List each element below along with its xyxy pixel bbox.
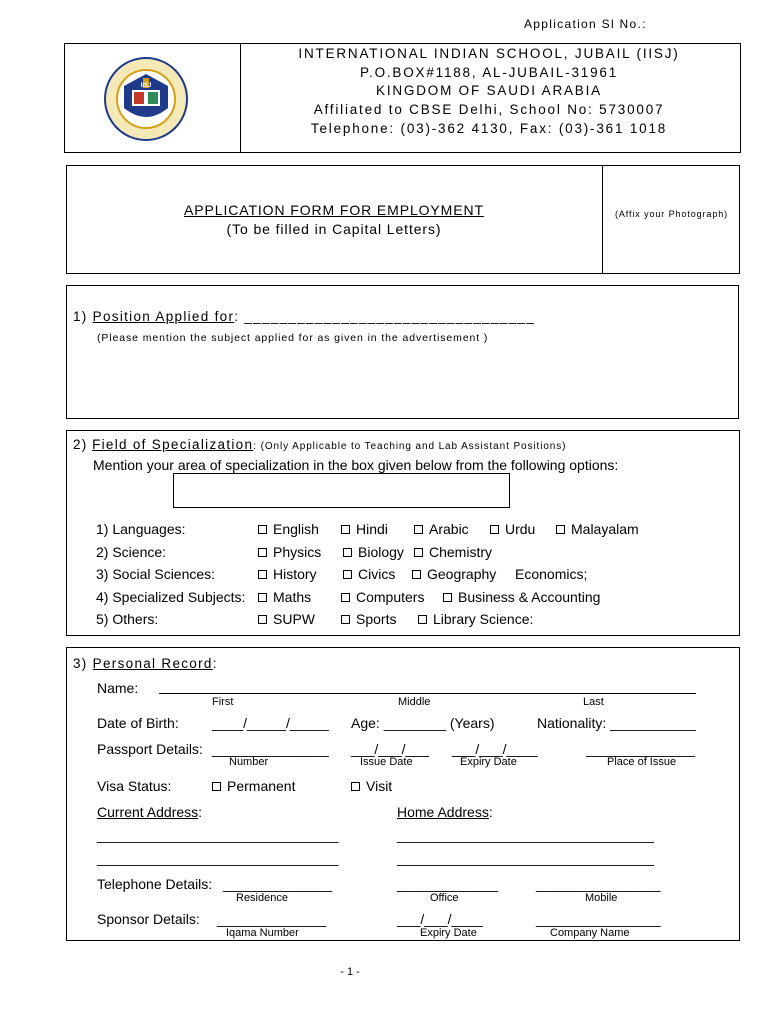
checkbox-icon[interactable]	[412, 570, 421, 579]
sponsor-expiry-caption: Expiry Date	[420, 927, 477, 939]
form-subtitle: (To be filled in Capital Letters)	[226, 221, 442, 237]
position-input[interactable]: : _________________________________	[234, 309, 536, 324]
checkbox-icon[interactable]	[343, 570, 352, 579]
personal-record-heading-row: 3) Personal Record:	[73, 656, 218, 671]
title-box	[66, 165, 740, 274]
specialization-heading-row	[73, 436, 566, 454]
section2-number: 2)	[73, 437, 88, 452]
name-input[interactable]	[159, 693, 696, 694]
telephone-mobile-caption: Mobile	[585, 892, 618, 904]
visa-permanent-option[interactable]: Permanent	[212, 778, 295, 794]
school-name: INTERNATIONAL INDIAN SCHOOL, JUBAIL (IISJ)	[298, 46, 680, 61]
option-biology[interactable]: Biology	[343, 544, 404, 560]
photo-placeholder[interactable]: (Affix your Photograph)	[614, 209, 729, 219]
checkbox-icon[interactable]	[443, 593, 452, 602]
science-label: 2) Science:	[96, 544, 167, 560]
school-logo-icon	[103, 56, 189, 142]
specialization-instruction: Mention your area of specialization in the box given below from the following options:	[93, 457, 619, 473]
checkbox-icon[interactable]	[258, 525, 267, 534]
visa-visit-option[interactable]: Visit	[351, 778, 392, 794]
checkbox-icon[interactable]	[418, 615, 427, 624]
telephone-label: Telephone Details:	[97, 876, 213, 892]
checkbox-icon[interactable]	[258, 570, 267, 579]
current-address-line-1[interactable]: _______________________________	[97, 827, 339, 843]
name-middle-caption: Middle	[398, 696, 431, 708]
current-address-label: Current Address:	[97, 804, 203, 820]
option-sports[interactable]: Sports	[341, 611, 396, 627]
checkbox-icon[interactable]	[343, 548, 352, 557]
checkbox-icon[interactable]	[212, 782, 221, 791]
name-last-caption: Last	[583, 696, 604, 708]
passport-issue-caption: Issue Date	[360, 756, 413, 768]
sponsor-iqama-caption: Iqama Number	[226, 927, 299, 939]
form-title: APPLICATION FORM FOR EMPLOYMENT	[184, 202, 484, 218]
others-label: 5) Others:	[96, 611, 159, 627]
sponsor-company-caption: Company Name	[550, 927, 630, 939]
telephone-office-caption: Office	[430, 892, 459, 904]
telephone-mobile-input[interactable]: ________________	[536, 876, 661, 892]
option-physics[interactable]: Physics	[258, 544, 321, 560]
passport-number-caption: Number	[229, 756, 269, 768]
nationality-field[interactable]: Nationality: ___________	[537, 715, 696, 731]
checkbox-icon[interactable]	[556, 525, 565, 534]
passport-label: Passport Details:	[97, 741, 203, 757]
passport-place-caption: Place of Issue	[607, 756, 677, 768]
telephone-residence-input[interactable]: ______________	[223, 876, 333, 892]
svg-text:IISJ: IISJ	[140, 83, 152, 89]
school-pobox: P.O.BOX#1188, AL-JUBAIL-31961	[359, 65, 619, 80]
school-telephone: Telephone: (03)-362 4130, Fax: (03)-361 1018	[310, 121, 668, 136]
sponsor-company-input[interactable]: ________________	[536, 911, 661, 927]
current-address-line-2[interactable]: _______________________________	[97, 850, 339, 866]
position-row	[73, 309, 535, 324]
home-address-line-2[interactable]: _________________________________	[397, 850, 654, 866]
school-affiliation: Affiliated to CBSE Delhi, School No: 5730007	[313, 102, 665, 117]
age-field[interactable]: Age: ________ (Years)	[351, 715, 495, 731]
option-civics[interactable]: Civics	[343, 566, 395, 582]
checkbox-icon[interactable]	[351, 782, 360, 791]
social-sciences-label: 3) Social Sciences:	[96, 566, 216, 582]
option-library-science[interactable]: Library Science:	[418, 611, 533, 627]
sponsor-expiry-input[interactable]: ___/___/____	[397, 911, 483, 927]
option-english[interactable]: English	[258, 521, 319, 537]
option-malayalam[interactable]: Malayalam	[556, 521, 639, 537]
specialization-input[interactable]	[173, 473, 510, 508]
telephone-residence-caption: Residence	[236, 892, 288, 904]
option-history[interactable]: History	[258, 566, 317, 582]
page-number: - 1 -	[340, 966, 360, 978]
option-geography[interactable]: Geography	[412, 566, 496, 582]
option-hindi[interactable]: Hindi	[341, 521, 388, 537]
telephone-office-input[interactable]: _____________	[397, 876, 499, 892]
position-note: (Please mention the subject applied for as given in the advertisement )	[97, 332, 489, 344]
option-business-accounting[interactable]: Business & Accounting	[443, 589, 600, 605]
home-address-label: Home Address:	[397, 804, 493, 820]
visa-label: Visa Status:	[97, 778, 172, 794]
photo-divider	[602, 165, 603, 274]
checkbox-icon[interactable]	[490, 525, 499, 534]
checkbox-icon[interactable]	[258, 593, 267, 602]
application-number-label: Application Sl No.:	[524, 17, 647, 31]
option-arabic[interactable]: Arabic	[414, 521, 469, 537]
checkbox-icon[interactable]	[414, 548, 423, 557]
passport-expiry-input[interactable]: ___/___/____	[452, 741, 538, 757]
checkbox-icon[interactable]	[258, 548, 267, 557]
dob-label: Date of Birth:	[97, 715, 179, 731]
specialization-note: : (Only Applicable to Teaching and Lab Assistant Positions)	[253, 441, 567, 452]
checkbox-icon[interactable]	[258, 615, 267, 624]
option-chemistry[interactable]: Chemistry	[414, 544, 492, 560]
sponsor-label: Sponsor Details:	[97, 911, 200, 927]
school-logo	[103, 56, 189, 142]
languages-label: 1) Languages:	[96, 521, 186, 537]
option-supw[interactable]: SUPW	[258, 611, 315, 627]
personal-record-heading: Personal Record	[92, 656, 213, 671]
passport-place-input[interactable]: ______________	[586, 741, 696, 757]
option-maths[interactable]: Maths	[258, 589, 311, 605]
dob-input[interactable]: ____/_____/_____	[212, 715, 329, 731]
checkbox-icon[interactable]	[341, 593, 350, 602]
checkbox-icon[interactable]	[341, 615, 350, 624]
section1-number: 1)	[73, 309, 88, 324]
home-address-line-1[interactable]: _________________________________	[397, 827, 654, 843]
checkbox-icon[interactable]	[341, 525, 350, 534]
personal-record-section	[66, 647, 740, 941]
position-heading: Position Applied for	[92, 309, 235, 324]
option-computers[interactable]: Computers	[341, 589, 424, 605]
section3-number: 3)	[73, 656, 88, 671]
passport-number-input[interactable]: _______________	[212, 741, 329, 757]
passport-issue-input[interactable]: ___/___/___	[351, 741, 429, 757]
position-section	[66, 285, 739, 419]
checkbox-icon[interactable]	[414, 525, 423, 534]
name-first-caption: First	[212, 696, 234, 708]
school-country: KINGDOM OF SAUDI ARABIA	[376, 83, 602, 98]
passport-expiry-caption: Expiry Date	[460, 756, 517, 768]
option-economics[interactable]: Economics;	[515, 566, 588, 582]
specialized-subjects-label: 4) Specialized Subjects:	[96, 589, 246, 605]
name-label: Name:	[97, 680, 139, 696]
sponsor-iqama-input[interactable]: ______________	[217, 911, 327, 927]
specialization-heading: Field of Specialization	[92, 437, 254, 452]
option-urdu[interactable]: Urdu	[490, 521, 535, 537]
